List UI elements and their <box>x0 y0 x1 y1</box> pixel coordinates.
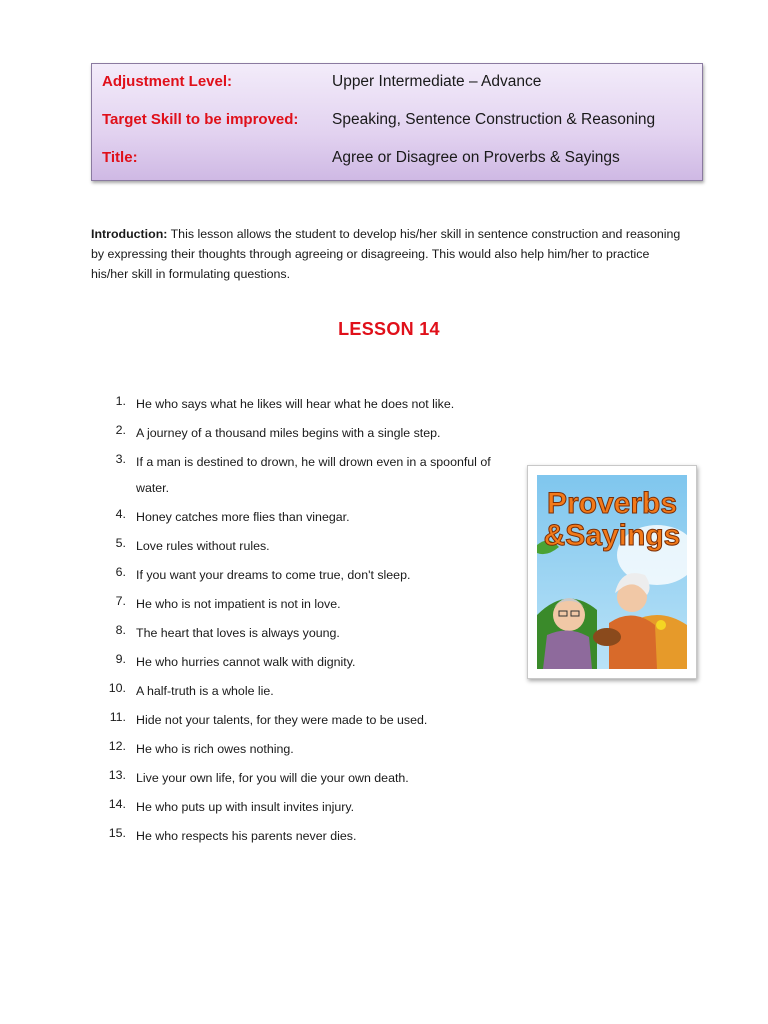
introduction-label: Introduction: <box>91 227 168 241</box>
adjustment-level-value: Upper Intermediate – Advance <box>332 73 542 90</box>
title-row <box>92 149 702 173</box>
list-item: 3. If a man is destined to drown, he will drown even in a spoonful of water. <box>115 452 491 495</box>
proverbs-book-cover-image <box>527 465 697 679</box>
list-item: 12. He who is rich owes nothing. <box>108 739 294 756</box>
introduction-text: This lesson allows the student to develop his/her skill in sentence construction and reasoning by expressing their thoughts through agreeing or disagreeing. This would also help him/her to practice his/her skill in formulating questions. <box>91 227 681 281</box>
list-item: 10. A half-truth is a whole lie. <box>108 681 274 698</box>
list-item: 9. He who hurries cannot walk with dignity. <box>115 652 356 669</box>
list-item: 5. Love rules without rules. <box>115 536 270 553</box>
target-skill-row <box>92 111 702 135</box>
list-item: 4. Honey catches more flies than vinegar. <box>115 507 350 524</box>
target-skill-label: Target Skill to be improved: <box>102 111 299 128</box>
list-item: 2. A journey of a thousand miles begins with a single step. <box>115 423 441 440</box>
list-item: 11. Hide not your talents, for they were made to be used. <box>109 710 428 727</box>
proverbs-list <box>100 394 510 855</box>
book-cover-title-line2: &Sayings <box>543 519 681 552</box>
list-item: 14. He who puts up with insult invites injury. <box>108 797 355 814</box>
book-cover-illustration <box>537 475 687 669</box>
introduction-paragraph <box>91 224 681 284</box>
list-item: 6. If you want your dreams to come true, don't sleep. <box>115 565 411 582</box>
target-skill-value: Speaking, Sentence Construction & Reasoning <box>332 111 656 128</box>
title-value: Agree or Disagree on Proverbs & Sayings <box>332 149 620 166</box>
list-item: 15. He who respects his parents never dies. <box>108 826 357 843</box>
adjustment-level-row <box>92 73 702 97</box>
list-item: 8. The heart that loves is always young. <box>115 623 340 640</box>
adjustment-level-label: Adjustment Level: <box>102 73 233 90</box>
title-label: Title: <box>102 149 138 166</box>
list-item: 1. He who says what he likes will hear what he does not like. <box>115 394 455 411</box>
lesson-title: LESSON 14 <box>338 319 440 339</box>
book-cover-title-line1: Proverbs <box>546 487 678 520</box>
list-item: 13. Live your own life, for you will die your own death. <box>108 768 409 785</box>
list-item: 7. He who is not impatient is not in love. <box>115 594 341 611</box>
lesson-info-box <box>91 63 703 181</box>
